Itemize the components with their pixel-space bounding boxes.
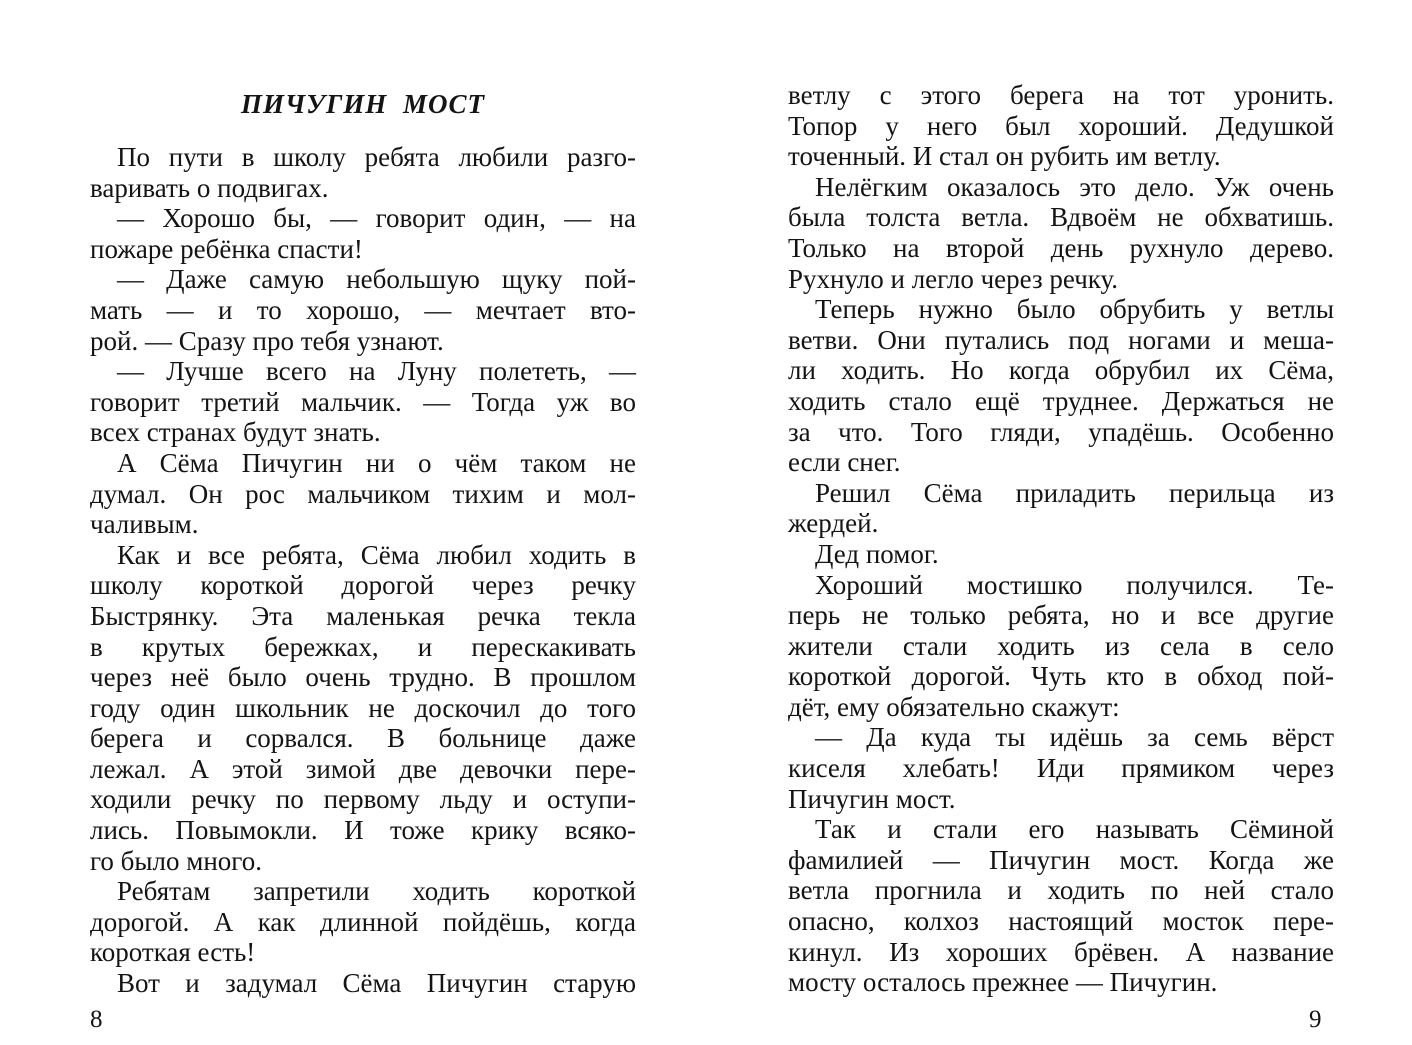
text-line: школу короткой дорогой через речку [90,570,636,601]
text-line: лежал. А этой зимой две девочки пере- [90,753,636,784]
text-line: фамилией — Пичугин мост. Когда же [788,844,1334,875]
text-line: Вот и задумал Сёма Пичугин старую [117,968,636,999]
text-line: ветви. Они путались под ногами и меша- [788,324,1334,355]
text-line: Топор у него был хороший. Дедушкой [788,110,1334,141]
text-line: Как и все ребята, Сёма любил ходить в [117,539,636,570]
text-line: опасно, колхоз настоящий мосток пере- [788,906,1334,937]
text-line: думал. Он рос мальчиком тихим и мол- [90,478,636,509]
text-line: ходили речку по первому льду и оступи- [90,784,636,815]
text-line: Дед помог. [815,538,939,569]
text-line: жердей. [788,508,879,539]
text-line: — Даже самую небольшую щуку пой- [117,264,636,295]
text-line: всех странах будут знать. [90,417,381,448]
story-title: ПИЧУГИН МОСТ [240,89,486,119]
text-line: киселя хлебать! Иди прямиком через [788,753,1334,784]
text-line: если снег. [788,447,901,478]
text-line: Быстрянку. Эта маленькая речка текла [90,600,636,631]
text-line: через неё было очень трудно. В прошлом [90,662,636,693]
text-line: мать — и то хорошо, — мечтает вто- [90,294,636,325]
left-page-text [90,142,636,999]
text-line: точенный. И стал он рубить им ветлу. [788,141,1221,172]
text-line: Так и стали его называть Сёминой [815,814,1334,845]
text-line: была толста ветла. Вдвоём не обхватишь. [788,202,1334,233]
text-line: По пути в школу ребята любили разго- [117,142,636,172]
text-line: берега и сорвался. В больнице даже [90,723,636,754]
text-line: рой. — Сразу про тебя узнают. [90,325,444,356]
text-line: Решил Сёма приладить перильца из [815,477,1334,508]
right-page-text [788,80,1334,998]
text-line: чаливым. [90,509,199,540]
page-number-right: 9 [1309,1006,1322,1033]
text-line: дёт, ему обязательно скажут: [788,691,1120,722]
text-line: Ребятам запретили ходить короткой [117,876,636,907]
text-line: короткой дорогой. Чуть кто в обход пой- [788,661,1334,692]
text-line: Хороший мостишко получился. Те- [815,569,1334,600]
text-line: — Да куда ты идёшь за семь вёрст [815,722,1334,753]
text-line: Рухнуло и легло через речку. [788,263,1119,294]
text-line: кинул. Из хороших брёвен. А название [788,936,1334,967]
text-line: короткая есть! [90,937,256,968]
right-page [706,0,1412,1045]
text-line: ветлу с этого берега на тот уронить. [788,80,1334,110]
text-line: ветла прогнила и ходить по ней стало [788,875,1334,906]
text-line: А Сёма Пичугин ни о чём таком не [117,447,636,478]
text-line: — Лучше всего на Луну полететь, — [117,356,636,387]
text-line: ли ходить. Но когда обрубил их Сёма, [788,355,1334,386]
text-line: перь не только ребята, но и все другие [788,600,1334,631]
text-line: дорогой. А как длинной пойдёшь, когда [90,906,636,937]
text-line: говорит третий мальчик. — Тогда уж во [90,386,636,417]
text-line: в крутых бережках, и перескакивать [90,631,636,662]
text-line: Нелёгким оказалось это дело. Уж очень [815,171,1334,202]
text-line: пожаре ребёнка спасти! [90,233,363,264]
text-line: варивать о подвигах. [90,172,329,203]
text-line: Пичугин мост. [788,783,956,814]
page-number-left: 8 [90,1006,103,1033]
text-line: за что. Того гляди, упадёшь. Особенно [788,416,1334,447]
text-line: мосту осталось прежнее — Пичугин. [788,967,1218,998]
text-line: Теперь нужно было обрубить у ветлы [815,294,1334,325]
text-line: — Хорошо бы, — говорит один, — на [117,203,636,234]
text-line: го было много. [90,845,262,876]
text-line: Только на второй день рухнуло дерево. [788,232,1334,263]
text-line: ходить стало ещё труднее. Держаться не [788,385,1334,416]
text-line: году один школьник не доскочил до того [90,692,636,723]
text-line: лись. Повымокли. И тоже крику всяко- [90,815,636,846]
text-line: жители стали ходить из села в село [788,630,1334,661]
